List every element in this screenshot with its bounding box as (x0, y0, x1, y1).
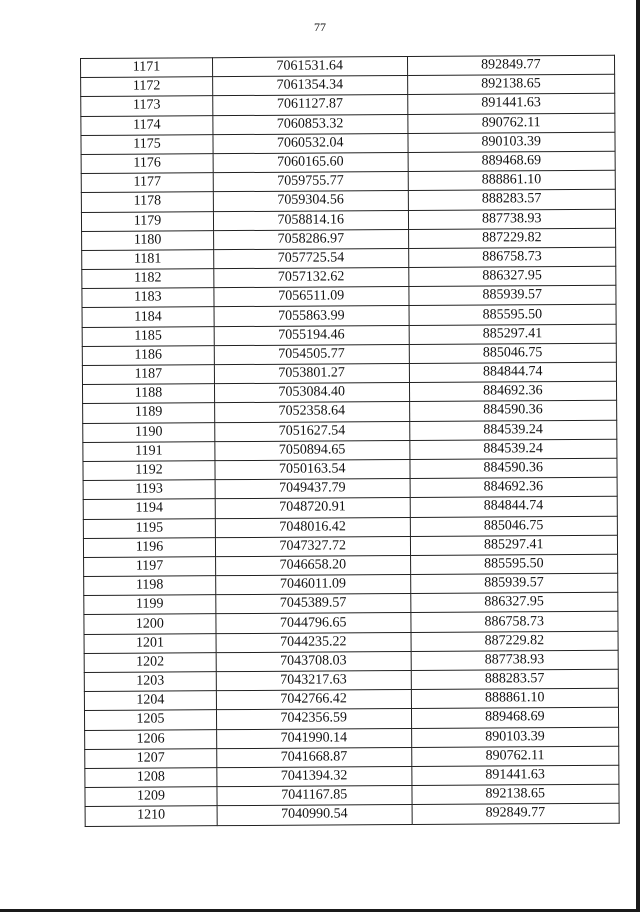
y-coordinate-cell: 884692.36 (409, 381, 617, 401)
y-coordinate-cell: 885046.75 (410, 516, 618, 536)
x-coordinate-cell: 7057725.54 (214, 248, 409, 268)
y-coordinate-cell: 888861.10 (411, 688, 619, 708)
x-coordinate-cell: 7051627.54 (215, 421, 410, 441)
table-row (83, 420, 617, 442)
table-row (85, 784, 619, 806)
x-coordinate-cell: 7060532.04 (213, 133, 408, 153)
point-number-cell: 1206 (85, 729, 217, 749)
table-row (82, 228, 616, 250)
point-number-cell: 1197 (84, 557, 216, 577)
point-number-cell: 1201 (84, 633, 216, 653)
x-coordinate-cell: 7044796.65 (216, 613, 411, 633)
point-number-cell: 1193 (83, 480, 215, 500)
x-coordinate-cell: 7056511.09 (214, 287, 409, 307)
x-coordinate-cell: 7052358.64 (215, 402, 410, 422)
y-coordinate-cell: 892138.65 (411, 784, 619, 804)
x-coordinate-cell: 7060165.60 (213, 152, 408, 172)
table-row (81, 151, 615, 173)
table-row (83, 497, 617, 519)
x-coordinate-cell: 7044235.22 (216, 632, 411, 652)
y-coordinate-cell: 887229.82 (411, 631, 619, 651)
y-coordinate-cell: 888861.10 (408, 170, 616, 190)
page-edge-right (636, 0, 640, 912)
point-number-cell: 1191 (83, 441, 215, 461)
point-number-cell: 1194 (83, 499, 215, 519)
table-row (81, 94, 615, 116)
table-row (84, 688, 618, 710)
point-number-cell: 1176 (81, 154, 213, 174)
x-coordinate-cell: 7060853.32 (213, 114, 408, 134)
x-coordinate-cell: 7055863.99 (214, 306, 409, 326)
table-row (81, 55, 615, 77)
point-number-cell: 1185 (82, 326, 214, 346)
y-coordinate-cell: 892138.65 (407, 74, 615, 94)
x-coordinate-cell: 7042766.42 (216, 690, 411, 710)
point-number-cell: 1179 (81, 211, 213, 231)
table-row (83, 535, 617, 557)
x-coordinate-cell: 7058286.97 (213, 229, 408, 249)
x-coordinate-cell: 7059755.77 (213, 172, 408, 192)
table-row (84, 592, 618, 614)
point-number-cell: 1208 (85, 768, 217, 788)
point-number-cell: 1186 (82, 345, 214, 365)
x-coordinate-cell: 7054505.77 (214, 344, 409, 364)
y-coordinate-cell: 885046.75 (409, 343, 617, 363)
y-coordinate-cell: 890103.39 (408, 132, 616, 152)
table-row (83, 439, 617, 461)
point-number-cell: 1209 (85, 787, 217, 807)
point-number-cell: 1187 (82, 365, 214, 385)
y-coordinate-cell: 885939.57 (408, 285, 616, 305)
point-number-cell: 1205 (84, 710, 216, 730)
point-number-cell: 1192 (83, 461, 215, 481)
table-row (83, 477, 617, 499)
table-row (81, 170, 615, 192)
x-coordinate-cell: 7043217.63 (216, 670, 411, 690)
y-coordinate-cell: 886758.73 (410, 612, 618, 632)
point-number-cell: 1172 (81, 77, 213, 97)
table-row (83, 458, 617, 480)
y-coordinate-cell: 885939.57 (410, 573, 618, 593)
x-coordinate-cell: 7061354.34 (213, 76, 408, 96)
y-coordinate-cell: 887738.93 (408, 209, 616, 229)
x-coordinate-cell: 7046011.09 (216, 575, 411, 595)
x-coordinate-cell: 7041668.87 (217, 747, 412, 767)
y-coordinate-cell: 889468.69 (411, 708, 619, 728)
point-number-cell: 1177 (81, 173, 213, 193)
y-coordinate-cell: 886327.95 (410, 592, 618, 612)
y-coordinate-cell: 891441.63 (407, 94, 615, 114)
point-number-cell: 1175 (81, 134, 213, 154)
y-coordinate-cell: 892849.77 (412, 804, 620, 824)
table-row (81, 209, 615, 231)
x-coordinate-cell: 7041394.32 (217, 766, 412, 786)
point-number-cell: 1174 (81, 115, 213, 135)
y-coordinate-cell: 888283.57 (408, 190, 616, 210)
point-number-cell: 1199 (84, 595, 216, 615)
y-coordinate-cell: 884539.24 (409, 420, 617, 440)
point-number-cell: 1198 (84, 576, 216, 596)
table-row (83, 516, 617, 538)
table-row (84, 612, 618, 634)
x-coordinate-cell: 7061531.64 (212, 57, 407, 77)
point-number-cell: 1203 (84, 672, 216, 692)
y-coordinate-cell: 884539.24 (409, 439, 617, 459)
point-number-cell: 1196 (83, 537, 215, 557)
table-row (84, 573, 618, 595)
y-coordinate-cell: 886327.95 (408, 266, 616, 286)
point-number-cell: 1171 (81, 58, 213, 78)
table-row (81, 132, 615, 154)
coordinates-table (80, 55, 620, 827)
y-coordinate-cell: 885595.50 (409, 305, 617, 325)
y-coordinate-cell: 884692.36 (410, 477, 618, 497)
x-coordinate-cell: 7042356.59 (216, 709, 411, 729)
point-number-cell: 1181 (82, 250, 214, 270)
y-coordinate-cell: 890762.11 (407, 113, 615, 133)
table-row (85, 727, 619, 749)
point-number-cell: 1210 (85, 806, 217, 826)
point-number-cell: 1207 (85, 748, 217, 768)
x-coordinate-cell: 7053801.27 (214, 363, 409, 383)
table-row (82, 343, 616, 365)
table-row (85, 746, 619, 768)
y-coordinate-cell: 885297.41 (410, 535, 618, 555)
y-coordinate-cell: 886758.73 (408, 247, 616, 267)
x-coordinate-cell: 7050163.54 (215, 459, 410, 479)
x-coordinate-cell: 7041990.14 (217, 728, 412, 748)
table-row (82, 266, 616, 288)
x-coordinate-cell: 7040990.54 (217, 805, 412, 825)
point-number-cell: 1173 (81, 96, 213, 116)
x-coordinate-cell: 7053084.40 (214, 383, 409, 403)
y-coordinate-cell: 890762.11 (411, 746, 619, 766)
table-row (85, 804, 619, 826)
table-row (81, 113, 615, 135)
x-coordinate-cell: 7046658.20 (215, 555, 410, 575)
table-row (84, 554, 618, 576)
point-number-cell: 1184 (82, 307, 214, 327)
table-row (84, 650, 618, 672)
table-row (81, 190, 615, 212)
y-coordinate-cell: 890103.39 (411, 727, 619, 747)
table-row (82, 285, 616, 307)
x-coordinate-cell: 7049437.79 (215, 479, 410, 499)
table-row (82, 305, 616, 327)
x-coordinate-cell: 7059304.56 (213, 191, 408, 211)
y-coordinate-cell: 884844.74 (409, 362, 617, 382)
point-number-cell: 1180 (82, 230, 214, 250)
x-coordinate-cell: 7050894.65 (215, 440, 410, 460)
y-coordinate-cell: 885297.41 (409, 324, 617, 344)
point-number-cell: 1189 (83, 403, 215, 423)
x-coordinate-cell: 7048016.42 (215, 517, 410, 537)
table-row (81, 74, 615, 96)
y-coordinate-cell: 884590.36 (410, 458, 618, 478)
table-row (82, 362, 616, 384)
x-coordinate-cell: 7041167.85 (217, 786, 412, 806)
point-number-cell: 1188 (82, 384, 214, 404)
y-coordinate-cell: 887229.82 (408, 228, 616, 248)
y-coordinate-cell: 884590.36 (409, 401, 617, 421)
coordinates-table-body (81, 55, 620, 826)
y-coordinate-cell: 892849.77 (407, 55, 615, 75)
point-number-cell: 1204 (84, 691, 216, 711)
table-row (85, 765, 619, 787)
table-row (82, 381, 616, 403)
table-row (84, 669, 618, 691)
point-number-cell: 1178 (81, 192, 213, 212)
table-row (82, 324, 616, 346)
point-number-cell: 1183 (82, 288, 214, 308)
table-row (84, 708, 618, 730)
y-coordinate-cell: 887738.93 (411, 650, 619, 670)
table-row (82, 247, 616, 269)
point-number-cell: 1195 (83, 518, 215, 538)
y-coordinate-cell: 891441.63 (411, 765, 619, 785)
x-coordinate-cell: 7058814.16 (213, 210, 408, 230)
x-coordinate-cell: 7061127.87 (213, 95, 408, 115)
point-number-cell: 1200 (84, 614, 216, 634)
x-coordinate-cell: 7057132.62 (214, 268, 409, 288)
y-coordinate-cell: 888283.57 (411, 669, 619, 689)
point-number-cell: 1190 (83, 422, 215, 442)
x-coordinate-cell: 7055194.46 (214, 325, 409, 345)
y-coordinate-cell: 889468.69 (408, 151, 616, 171)
point-number-cell: 1202 (84, 652, 216, 672)
page-number: 77 (314, 20, 326, 34)
point-number-cell: 1182 (82, 269, 214, 289)
x-coordinate-cell: 7045389.57 (216, 594, 411, 614)
y-coordinate-cell: 884844.74 (410, 497, 618, 517)
table-row (83, 401, 617, 423)
y-coordinate-cell: 885595.50 (410, 554, 618, 574)
x-coordinate-cell: 7043708.03 (216, 651, 411, 671)
table-row (84, 631, 618, 653)
x-coordinate-cell: 7048720.91 (215, 498, 410, 518)
x-coordinate-cell: 7047327.72 (215, 536, 410, 556)
